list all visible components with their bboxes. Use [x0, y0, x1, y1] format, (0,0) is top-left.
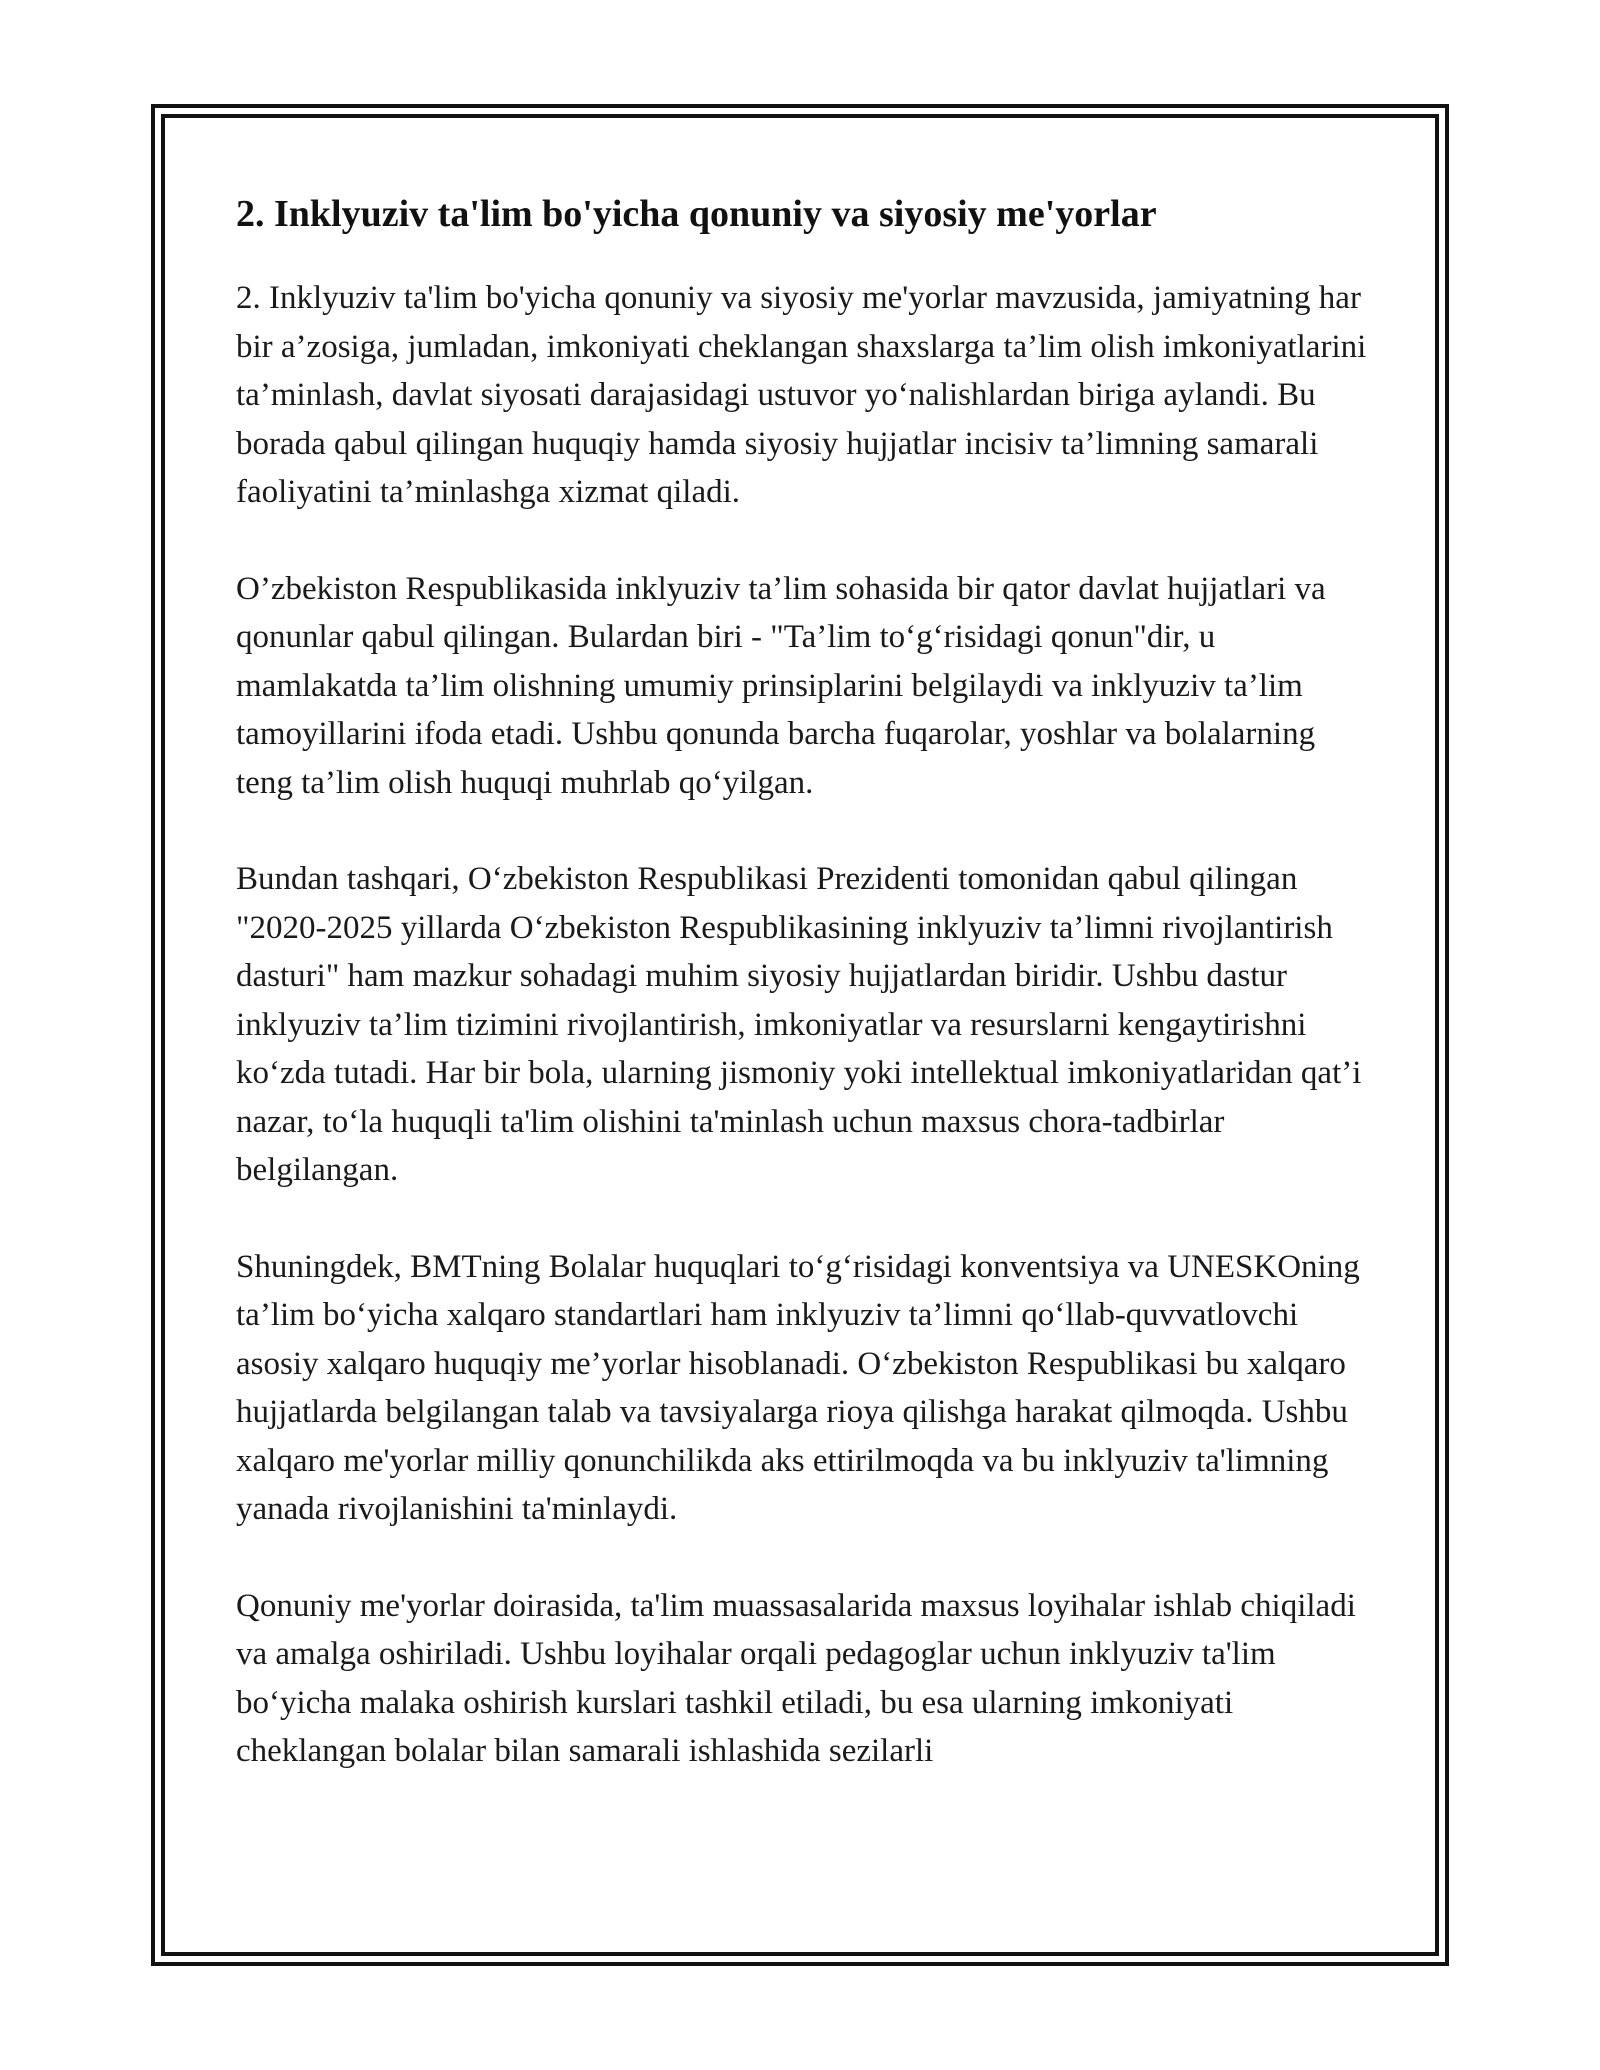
- paragraph-intro: 2. Inklyuziv ta'lim bo'yicha qonuniy va siyosiy me'yorlar mavzusida, jamiyatning har bir a’zosiga, jumladan, imkoniyati cheklangan shaxslarga ta’lim olish imkoniyatlarini ta’minlash, davlat siyosati darajasidagi ustuvor yo‘nalishlardan biriga aylandi. Bu borada qabul qilingan huquqiy hamda siyosiy hujjatlar incisiv ta’limning samarali faoliyatini ta’minlashga xizmat qiladi.: [236, 280, 1367, 510]
- paragraph-presidential-program: Bundan tashqari, O‘zbekiston Respublikasi Prezidenti tomonidan qabul qilingan "2020-2025 yillarda O‘zbekiston Respublikasining inklyuziv ta’limni rivojlantirish dasturi" ham mazkur sohadagi muhim siyosiy hujjatlardan biridir. Ushbu dastur inklyuziv ta’lim tizimini rivojlantirish, imkoniyatlar va resurslarni kengaytirishni ko‘zda tutadi. Har bir bola, ularning jismoniy yoki intellektual imkoniyatlaridan qat’i nazar, to‘la huquqli ta'lim olishini ta'minlash uchun maxsus chora-tadbirlar belgilangan.: [236, 861, 1362, 1188]
- section-heading: 2. Inklyuziv ta'lim bo'yicha qonuniy va siyosiy me'yorlar: [236, 193, 1157, 235]
- paragraph-national-laws: O’zbekiston Respublikasida inklyuziv ta’lim sohasida bir qator davlat hujjatlari va qonunlar qabul qilingan. Bulardan biri - "Ta’lim to‘g‘risidagi qonun"dir, u mamlakatda ta’lim olishning umumiy prinsiplarini belgilaydi va inklyuziv ta’lim tamoyillarini ifoda etadi. Ushbu qonunda barcha fuqarolar, yoshlar va bolalarning teng ta’lim olish huquqi muhrlab qo‘yilgan.: [236, 570, 1326, 801]
- paragraph-projects: Qonuniy me'yorlar doirasida, ta'lim muassasalarida maxsus loyihalar ishlab chiqiladi va amalga oshiriladi. Ushbu loyihalar orqali pedagoglar uchun inklyuziv ta'lim bo‘yicha malaka oshirish kurslari tashkil etiladi, bu esa ularning imkoniyati cheklangan bolalar bilan samarali ishlashida sezilarli: [236, 1587, 1356, 1769]
- paragraph-international-norms: Shuningdek, BMTning Bolalar huquqlari to‘g‘risidagi konventsiya va UNESKOning ta’lim bo‘yicha xalqaro standartlari ham inklyuziv ta’limni qo‘llab-quvvatlovchi asosiy xalqaro huquqiy me’yorlar hisoblanadi. O‘zbekiston Respublikasi bu xalqaro hujjatlarda belgilangan talab va tavsiyalarga rioya qilishga harakat qilmoqda. Ushbu xalqaro me'yorlar milliy qonunchilikda aks ettirilmoqda va bu inklyuziv ta'limning yanada rivojlanishini ta'minlaydi.: [236, 1248, 1360, 1527]
- document-body: [236, 184, 1376, 1824]
